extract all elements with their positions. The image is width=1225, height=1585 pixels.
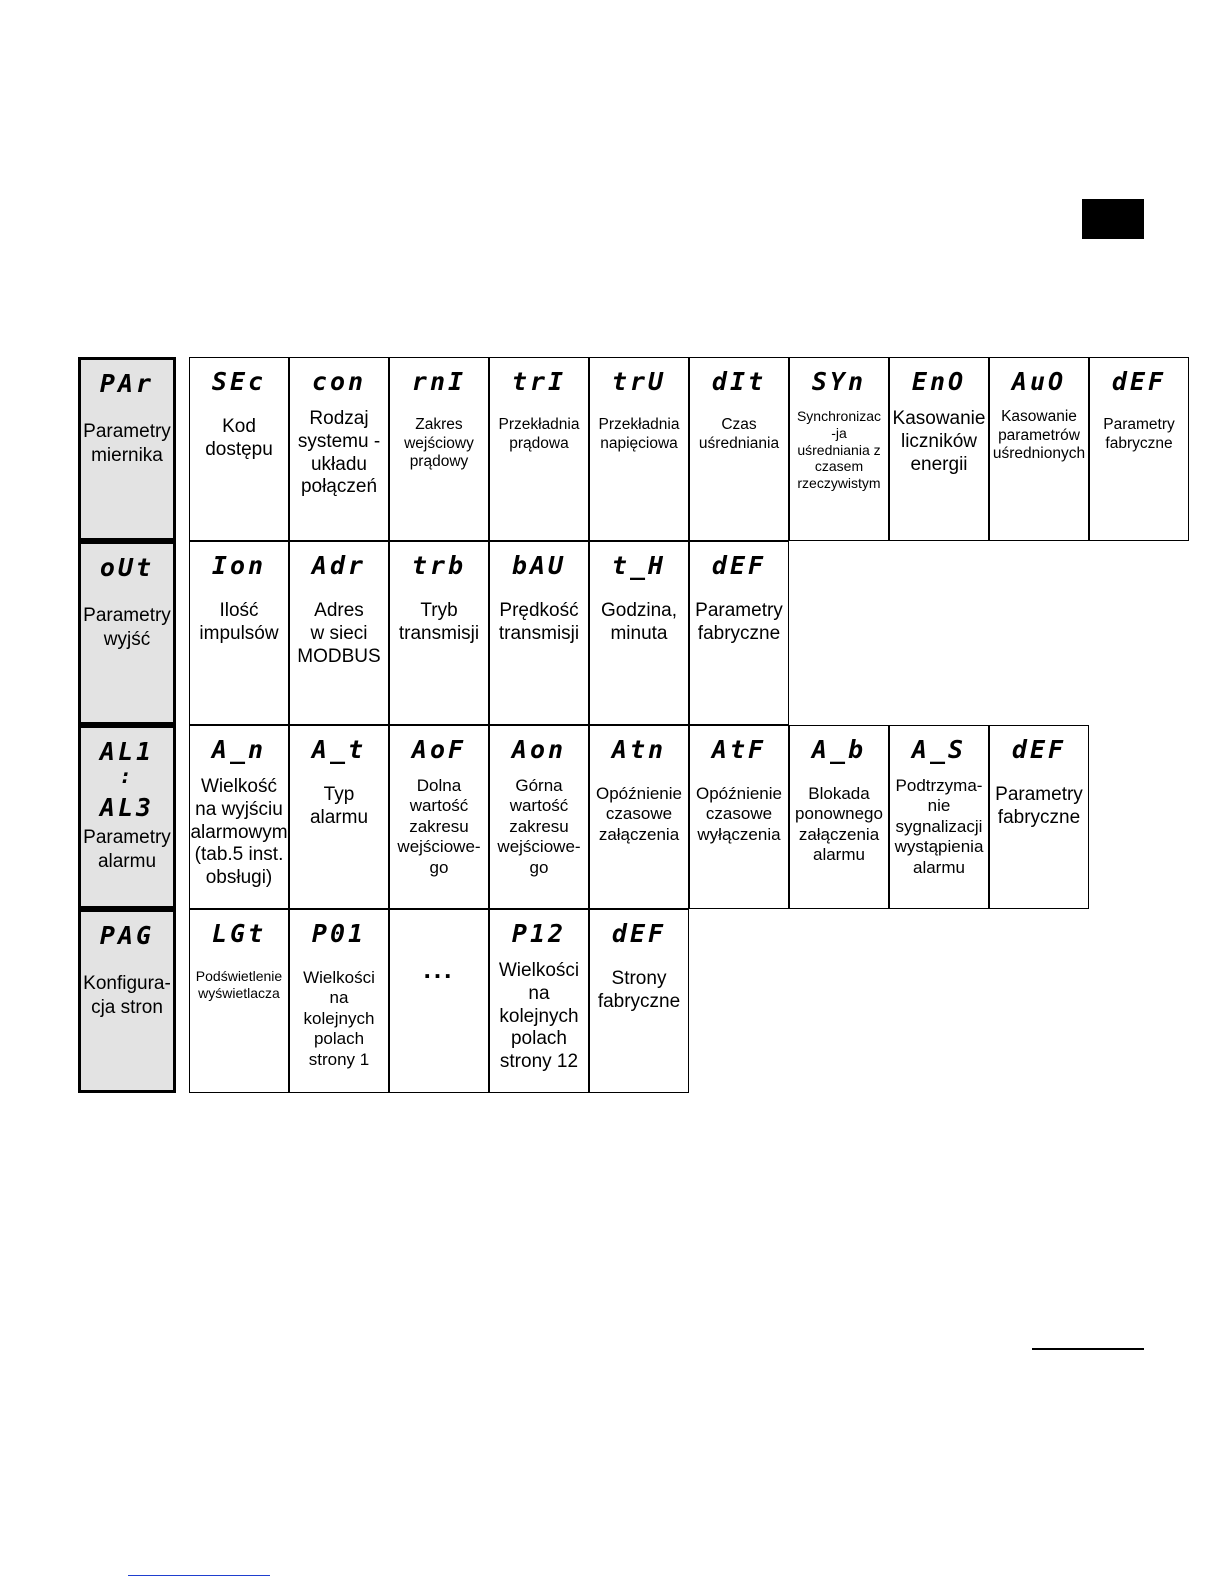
parameter-display-code: AtF — [711, 735, 767, 764]
menu-parameter-cell[interactable] — [289, 357, 389, 541]
parameter-label: Parametry fabryczne — [1103, 416, 1175, 452]
menu-parameter-cell[interactable] — [489, 725, 589, 909]
parameter-display-code: Ion — [211, 551, 267, 580]
menu-parameter-cell[interactable] — [989, 725, 1089, 909]
parameter-label: Opóźnienie czasowe wyłączenia — [695, 784, 782, 844]
menu-parameter-cell[interactable] — [189, 541, 289, 725]
parameter-display-code: SYn — [811, 367, 867, 396]
parameter-label: Przekładnia prądowa — [498, 416, 580, 452]
parameter-display-code: Adr — [311, 551, 367, 580]
parameter-label: Zakres wejściowy prądowy — [404, 416, 474, 471]
parameter-display-code: EnO — [911, 367, 967, 396]
parameter-display-code: A_t — [311, 735, 367, 764]
parameter-label: Wielkości na kolejnych polach strony 12 — [498, 960, 580, 1073]
menu-parameter-cell[interactable] — [389, 725, 489, 909]
parameter-display-code: trI — [511, 367, 567, 396]
parameter-display-code: AuO — [1011, 367, 1067, 396]
menu-parameter-cell[interactable] — [489, 909, 589, 1093]
menu-parameter-cell[interactable] — [489, 541, 589, 725]
parameter-label: Dolna wartość zakresu wejściowe- go — [397, 776, 481, 877]
parameter-display-code: A_S — [911, 735, 967, 764]
parameter-label: Kasowanie parametrów uśrednionych — [992, 408, 1086, 463]
group-display-code: oUt — [99, 553, 155, 582]
parameter-display-code: t_H — [611, 551, 667, 580]
parameter-display-code: bAU — [511, 551, 567, 580]
parameter-display-code: LGt — [211, 919, 267, 948]
parameter-label: Parametry fabryczne — [695, 600, 783, 644]
parameter-label: Wielkość na wyjściu alarmowym (tab.5 inst. obsługi) — [190, 776, 288, 889]
menu-parameter-cell[interactable] — [889, 357, 989, 541]
parameter-display-code: dEF — [611, 919, 667, 948]
menu-parameter-cell[interactable] — [1089, 357, 1189, 541]
group-display-code: PAr — [99, 369, 155, 398]
menu-parameter-cell[interactable] — [389, 357, 489, 541]
menu-parameter-cell[interactable] — [389, 909, 489, 1093]
parameter-label: Parametry fabryczne — [995, 784, 1083, 828]
parameter-display-code: P12 — [511, 919, 567, 948]
parameter-display-code: dEF — [711, 551, 767, 580]
menu-parameter-cell[interactable] — [589, 541, 689, 725]
menu-parameter-cell[interactable] — [489, 357, 589, 541]
group-display-code: AL1 — [99, 737, 155, 766]
menu-parameter-cell[interactable] — [189, 357, 289, 541]
menu-group-header[interactable] — [78, 541, 176, 725]
parameter-label: Adres w sieci MODBUS — [297, 600, 381, 667]
menu-parameter-cell[interactable] — [689, 725, 789, 909]
group-display-code: PAG — [99, 921, 155, 950]
parameter-label: Podświetlenie wyświetlacza — [195, 968, 283, 1001]
parameter-display-code: SEc — [211, 367, 267, 396]
parameter-label: Czas uśredniania — [698, 416, 780, 452]
parameter-display-code: dEF — [1011, 735, 1067, 764]
parameter-label: Typ alarmu — [309, 784, 369, 828]
parameter-display-code: AoF — [411, 735, 467, 764]
footer-link-underline — [128, 1575, 270, 1576]
menu-parameter-cell[interactable] — [689, 357, 789, 541]
parameter-display-code: dIt — [711, 367, 767, 396]
more-pages-ellipsis: ... — [423, 954, 455, 984]
menu-parameter-cell[interactable] — [789, 725, 889, 909]
group-label: Parametry alarmu — [83, 827, 171, 872]
menu-group-header[interactable] — [78, 357, 176, 541]
parameter-display-code: dEF — [1111, 367, 1167, 396]
parameter-display-code: con — [311, 367, 367, 396]
menu-group-header[interactable] — [78, 909, 176, 1093]
group-label: Parametry miernika — [83, 421, 171, 466]
parameter-label: Tryb transmisji — [398, 600, 480, 644]
group-label: Parametry wyjść — [83, 605, 171, 650]
parameter-label: Prędkość transmisji — [498, 600, 580, 644]
parameter-display-code: trU — [611, 367, 667, 396]
parameter-label: Podtrzyma- nie sygnalizacji wystąpienia alarmu — [894, 776, 984, 877]
parameter-label: Przekładnia napięciowa — [598, 416, 680, 452]
menu-parameter-cell[interactable] — [589, 357, 689, 541]
menu-parameter-cell[interactable] — [189, 725, 289, 909]
parameter-label: Kod dostępu — [205, 416, 273, 460]
range-separator: : — [119, 764, 135, 788]
parameter-display-code: rnI — [411, 367, 467, 396]
parameter-label: Górna wartość zakresu wejściowe- go — [497, 776, 581, 877]
menu-parameter-cell[interactable] — [289, 909, 389, 1093]
parameter-display-code: A_b — [811, 735, 867, 764]
parameter-label: Godzina, minuta — [600, 600, 678, 644]
parameter-display-code: Atn — [611, 735, 667, 764]
parameter-label: Opóźnienie czasowe załączenia — [595, 784, 682, 844]
parameter-label: Rodzaj systemu - układu połączeń — [297, 408, 381, 498]
menu-parameter-cell[interactable] — [389, 541, 489, 725]
menu-parameter-cell[interactable] — [989, 357, 1089, 541]
menu-parameter-cell[interactable] — [189, 909, 289, 1093]
group-display-code: AL3 — [99, 793, 155, 822]
menu-parameter-cell[interactable] — [289, 541, 389, 725]
menu-parameter-cell[interactable] — [589, 909, 689, 1093]
menu-parameter-cell[interactable] — [289, 725, 389, 909]
menu-parameter-cell[interactable] — [789, 357, 889, 541]
parameter-label: Wielkości na kolejnych polach strony 1 — [303, 968, 375, 1069]
group-label: Konfigura- cja stron — [83, 973, 171, 1018]
menu-parameter-cell[interactable] — [889, 725, 989, 909]
parameter-display-code: A_n — [211, 735, 267, 764]
parameter-label: Strony fabryczne — [597, 968, 681, 1012]
footer-rule — [1032, 1348, 1144, 1350]
parameter-label: Kasowanie liczników energii — [892, 408, 986, 475]
parameter-display-code: P01 — [311, 919, 367, 948]
menu-parameter-cell[interactable] — [589, 725, 689, 909]
page-tab-marker — [1082, 199, 1144, 239]
parameter-label: Ilość impulsów — [199, 600, 279, 644]
parameter-display-code: Aon — [511, 735, 567, 764]
parameter-label: Blokada ponownego załączenia alarmu — [795, 784, 883, 865]
parameter-label: Synchronizac -ja uśredniania z czasem rzeczywistym — [796, 408, 882, 492]
menu-parameter-cell[interactable] — [689, 541, 789, 725]
parameter-display-code: trb — [411, 551, 467, 580]
menu-group-header[interactable] — [78, 725, 176, 909]
